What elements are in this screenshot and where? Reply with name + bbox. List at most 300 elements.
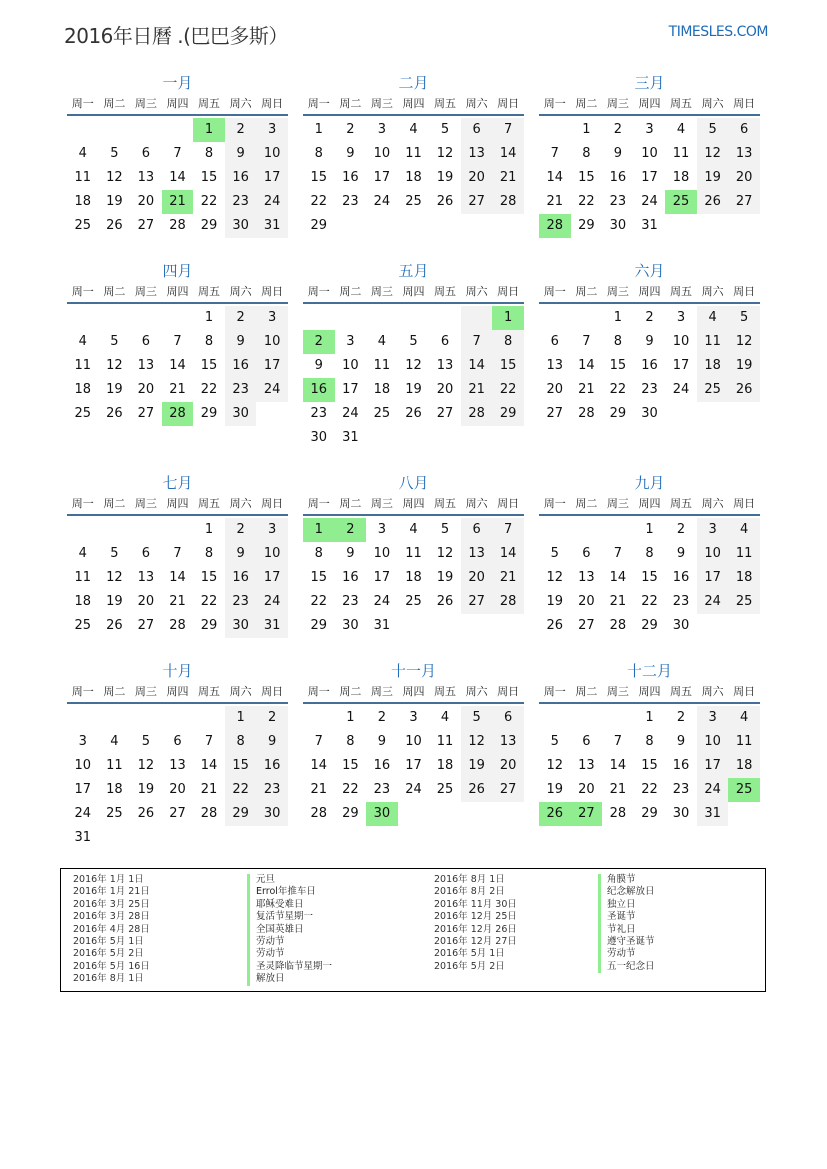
day-cell: 7 bbox=[173, 546, 182, 561]
day-cell: 21 bbox=[200, 782, 218, 797]
weekday-label: 周六 bbox=[229, 285, 252, 298]
holiday-dates-right bbox=[434, 874, 517, 973]
day-cell: 20 bbox=[461, 566, 493, 590]
day-cell: 21 bbox=[492, 166, 524, 190]
weekday-header bbox=[67, 682, 288, 704]
day-cell: 12 bbox=[461, 730, 493, 754]
day-cell: 4 bbox=[78, 146, 87, 161]
day-cell: 24 bbox=[405, 782, 422, 797]
weekday-label: 周日 bbox=[261, 497, 284, 510]
day-cell: 14 bbox=[492, 542, 524, 566]
day-cell: 4 bbox=[697, 306, 729, 330]
day-cell: 2 bbox=[676, 710, 686, 725]
day-cell: 15 bbox=[310, 570, 328, 585]
weekday-label: 周四 bbox=[166, 497, 189, 510]
day-cell: 29 bbox=[225, 802, 257, 826]
day-cell: 21 bbox=[169, 594, 186, 609]
day-cell: 31 bbox=[641, 218, 658, 233]
weekday-label: 周三 bbox=[370, 97, 393, 110]
weekday-label: 周四 bbox=[166, 685, 189, 698]
day-cell: 27 bbox=[137, 406, 155, 421]
day-cell: 10 bbox=[405, 734, 422, 749]
weekday-label: 周五 bbox=[198, 497, 221, 510]
day-cell: 18 bbox=[106, 782, 123, 797]
day-cell: 17 bbox=[74, 782, 92, 797]
day-cell: 26 bbox=[137, 806, 155, 821]
month-block bbox=[539, 660, 760, 840]
day-cell: 24 bbox=[256, 190, 288, 214]
holiday-name: 角膜节 bbox=[598, 874, 655, 886]
day-cell: 22 bbox=[310, 194, 328, 209]
weekday-label: 周五 bbox=[198, 97, 221, 110]
weekday-header bbox=[539, 282, 760, 304]
day-cell: 17 bbox=[672, 358, 690, 373]
holiday-name: 五一纪念日 bbox=[598, 961, 655, 973]
day-cell: 15 bbox=[641, 758, 658, 773]
day-cell: 1 bbox=[582, 122, 591, 137]
weekday-label: 周五 bbox=[434, 285, 457, 298]
empty-cell bbox=[539, 706, 571, 730]
empty-cell bbox=[193, 706, 225, 730]
day-cell: 9 bbox=[225, 330, 257, 354]
day-cell: 28 bbox=[461, 402, 493, 426]
day-cell: 6 bbox=[728, 118, 760, 142]
day-cell: 19 bbox=[436, 570, 454, 585]
day-cell: 14 bbox=[492, 142, 524, 166]
weekday-label: 周四 bbox=[402, 285, 425, 298]
day-cell: 2 bbox=[645, 310, 654, 325]
day-cell: 21 bbox=[546, 194, 564, 209]
day-cell: 2 bbox=[613, 122, 623, 137]
weekday-label: 周四 bbox=[638, 497, 661, 510]
day-cell: 13 bbox=[137, 358, 155, 373]
month-title: 十一月 bbox=[390, 662, 436, 680]
day-cell: 11 bbox=[728, 730, 760, 754]
day-cell: 26 bbox=[728, 378, 760, 402]
day-cell: 25 bbox=[697, 378, 729, 402]
day-cell: 22 bbox=[200, 594, 218, 609]
day-cell: 21 bbox=[461, 378, 493, 402]
month-block bbox=[539, 472, 760, 652]
empty-cell bbox=[303, 306, 335, 330]
empty-cell bbox=[539, 118, 571, 142]
holiday-name: 元旦 bbox=[247, 874, 332, 886]
day-cell: 5 bbox=[409, 334, 418, 349]
day-cell: 8 bbox=[346, 734, 355, 749]
day-cell: 21 bbox=[310, 782, 328, 797]
day-cell: 4 bbox=[409, 522, 418, 537]
day-cell: 27 bbox=[578, 618, 595, 633]
weekday-label: 周五 bbox=[670, 285, 693, 298]
day-cell: 18 bbox=[74, 382, 92, 397]
day-cell: 29 bbox=[609, 406, 627, 421]
month-title: 二月 bbox=[398, 74, 429, 92]
day-cell: 16 bbox=[373, 758, 391, 773]
day-cell: 15 bbox=[200, 170, 218, 185]
day-cell: 20 bbox=[137, 594, 155, 609]
holiday-date: 2016年 1月 21日 bbox=[73, 886, 150, 898]
weekday-label: 周四 bbox=[402, 685, 425, 698]
holiday-date: 2016年 5月 1日 bbox=[434, 948, 505, 960]
day-cell: 4 bbox=[409, 122, 418, 137]
day-cell: 19 bbox=[106, 194, 123, 209]
day-cell: 25 bbox=[405, 194, 422, 209]
day-cell: 26 bbox=[106, 406, 123, 421]
day-cell: 19 bbox=[405, 382, 422, 397]
day-cell: 2 bbox=[676, 522, 686, 537]
day-cell: 30 bbox=[225, 614, 257, 638]
day-cell: 25 bbox=[74, 618, 92, 633]
day-cell: 2 bbox=[346, 122, 355, 137]
day-cell: 7 bbox=[173, 146, 182, 161]
month-title: 八月 bbox=[398, 474, 429, 492]
day-cell: 23 bbox=[225, 190, 257, 214]
weekday-label: 周六 bbox=[229, 97, 252, 110]
weekday-label: 周二 bbox=[103, 497, 126, 510]
day-cell: 23 bbox=[672, 782, 690, 797]
weekday-label: 周二 bbox=[575, 97, 598, 110]
day-cell: 8 bbox=[645, 546, 654, 561]
day-cell: 5 bbox=[110, 334, 119, 349]
day-cell: 5 bbox=[550, 734, 559, 749]
day-cell: 30 bbox=[609, 218, 627, 233]
month-title: 一月 bbox=[162, 74, 193, 92]
day-cell: 16 bbox=[609, 170, 627, 185]
day-cell: 6 bbox=[582, 546, 591, 561]
holiday-day-cell: 21 bbox=[162, 190, 194, 214]
day-cell: 13 bbox=[169, 758, 186, 773]
day-cell: 13 bbox=[728, 142, 760, 166]
holiday-name: 解放日 bbox=[247, 973, 332, 985]
day-grid bbox=[539, 118, 760, 238]
day-cell: 29 bbox=[342, 806, 359, 821]
holiday-day-cell: 1 bbox=[193, 118, 225, 142]
day-cell: 12 bbox=[405, 358, 422, 373]
day-cell: 28 bbox=[578, 406, 595, 421]
day-cell: 26 bbox=[106, 618, 123, 633]
day-cell: 30 bbox=[225, 214, 257, 238]
day-cell: 16 bbox=[225, 166, 257, 190]
day-cell: 6 bbox=[550, 334, 559, 349]
day-cell: 6 bbox=[141, 334, 151, 349]
day-cell: 12 bbox=[546, 570, 564, 585]
day-cell: 28 bbox=[609, 618, 627, 633]
day-cell: 12 bbox=[106, 358, 123, 373]
day-grid bbox=[539, 306, 760, 426]
day-cell: 3 bbox=[377, 122, 387, 137]
day-cell: 12 bbox=[106, 570, 123, 585]
day-cell: 6 bbox=[492, 706, 524, 730]
day-cell: 9 bbox=[346, 546, 355, 561]
site-brand-link[interactable]: TIMESLES.COM bbox=[668, 24, 768, 40]
weekday-label: 周二 bbox=[339, 285, 362, 298]
day-cell: 10 bbox=[256, 142, 288, 166]
weekday-label: 周五 bbox=[434, 97, 457, 110]
day-cell: 23 bbox=[342, 194, 359, 209]
holiday-name: 耶稣受难日 bbox=[247, 899, 332, 911]
day-cell: 29 bbox=[641, 806, 658, 821]
day-cell: 21 bbox=[609, 594, 627, 609]
holiday-name: 圣诞节 bbox=[598, 911, 655, 923]
weekday-label: 周六 bbox=[701, 97, 724, 110]
day-cell: 3 bbox=[256, 118, 288, 142]
empty-cell bbox=[67, 306, 99, 330]
weekday-label: 周二 bbox=[575, 685, 598, 698]
day-cell: 18 bbox=[74, 594, 92, 609]
day-cell: 11 bbox=[74, 170, 92, 185]
weekday-label: 周二 bbox=[339, 497, 362, 510]
day-cell: 7 bbox=[204, 734, 214, 749]
day-cell: 17 bbox=[342, 382, 359, 397]
weekday-label: 周日 bbox=[497, 285, 520, 298]
day-cell: 25 bbox=[373, 406, 391, 421]
weekday-label: 周五 bbox=[670, 97, 693, 110]
day-cell: 15 bbox=[641, 570, 658, 585]
day-cell: 31 bbox=[697, 802, 729, 826]
weekday-label: 周三 bbox=[134, 285, 157, 298]
day-cell: 14 bbox=[169, 358, 186, 373]
day-cell: 9 bbox=[377, 734, 387, 749]
day-cell: 18 bbox=[74, 194, 92, 209]
day-cell: 20 bbox=[137, 382, 155, 397]
day-cell: 13 bbox=[137, 570, 155, 585]
day-cell: 21 bbox=[169, 382, 186, 397]
weekday-header bbox=[539, 94, 760, 116]
day-cell: 15 bbox=[609, 358, 627, 373]
day-cell: 18 bbox=[373, 382, 391, 397]
weekday-label: 周日 bbox=[261, 97, 284, 110]
day-cell: 21 bbox=[609, 782, 627, 797]
day-grid bbox=[539, 518, 760, 638]
day-cell: 29 bbox=[200, 218, 218, 233]
holiday-day-cell: 26 bbox=[539, 802, 571, 826]
weekday-label: 周六 bbox=[465, 97, 488, 110]
holiday-day-cell: 1 bbox=[492, 306, 524, 330]
empty-cell bbox=[571, 518, 603, 542]
weekday-header bbox=[539, 682, 760, 704]
day-cell: 22 bbox=[641, 594, 658, 609]
day-cell: 17 bbox=[373, 170, 391, 185]
day-cell: 27 bbox=[728, 190, 760, 214]
day-cell: 24 bbox=[373, 194, 391, 209]
day-cell: 1 bbox=[314, 122, 323, 137]
weekday-label: 周一 bbox=[307, 97, 330, 110]
weekday-label: 周五 bbox=[198, 285, 221, 298]
day-cell: 14 bbox=[310, 758, 328, 773]
day-cell: 17 bbox=[256, 166, 288, 190]
holiday-date: 2016年 5月 2日 bbox=[73, 948, 144, 960]
empty-cell bbox=[130, 706, 162, 730]
day-cell: 16 bbox=[641, 358, 658, 373]
empty-cell bbox=[162, 118, 194, 142]
month-title: 九月 bbox=[634, 474, 665, 492]
day-cell: 11 bbox=[405, 146, 422, 161]
day-cell: 28 bbox=[169, 218, 186, 233]
holiday-name: 节礼日 bbox=[598, 924, 655, 936]
day-cell: 25 bbox=[405, 594, 422, 609]
day-grid bbox=[303, 306, 524, 450]
weekday-label: 周六 bbox=[701, 285, 724, 298]
day-cell: 6 bbox=[461, 518, 493, 542]
holiday-date: 2016年 4月 28日 bbox=[73, 923, 150, 935]
day-cell: 23 bbox=[609, 194, 627, 209]
weekday-label: 周四 bbox=[166, 97, 189, 110]
day-cell: 7 bbox=[492, 518, 524, 542]
day-cell: 18 bbox=[728, 566, 760, 590]
day-cell: 17 bbox=[256, 354, 288, 378]
day-cell: 29 bbox=[641, 618, 658, 633]
day-cell: 18 bbox=[436, 758, 454, 773]
day-cell: 26 bbox=[697, 190, 729, 214]
day-cell: 23 bbox=[641, 382, 658, 397]
holiday-date: 2016年 8月 1日 bbox=[73, 973, 144, 985]
day-cell: 10 bbox=[256, 330, 288, 354]
holiday-date: 2016年 11月 30日 bbox=[434, 898, 517, 910]
empty-cell bbox=[99, 518, 131, 542]
day-cell: 19 bbox=[137, 782, 155, 797]
empty-cell bbox=[67, 118, 99, 142]
weekday-label: 周一 bbox=[71, 285, 94, 298]
day-cell: 3 bbox=[377, 522, 387, 537]
day-cell: 8 bbox=[582, 146, 591, 161]
day-cell: 12 bbox=[728, 330, 760, 354]
month-title: 十月 bbox=[162, 662, 193, 680]
day-cell: 16 bbox=[342, 170, 359, 185]
holiday-date: 2016年 5月 2日 bbox=[434, 960, 505, 972]
day-cell: 13 bbox=[461, 542, 493, 566]
weekday-label: 周四 bbox=[638, 97, 661, 110]
day-cell: 5 bbox=[440, 122, 450, 137]
day-cell: 5 bbox=[110, 146, 119, 161]
day-cell: 22 bbox=[578, 194, 595, 209]
weekday-label: 周日 bbox=[497, 497, 520, 510]
empty-cell bbox=[602, 518, 634, 542]
day-cell: 8 bbox=[225, 730, 257, 754]
empty-cell bbox=[602, 706, 634, 730]
weekday-label: 周二 bbox=[103, 685, 126, 698]
day-cell: 14 bbox=[609, 758, 627, 773]
day-cell: 9 bbox=[225, 142, 257, 166]
day-cell: 25 bbox=[74, 218, 92, 233]
holiday-names-left bbox=[247, 874, 332, 986]
empty-cell bbox=[130, 518, 162, 542]
empty-cell bbox=[398, 306, 430, 330]
day-cell: 23 bbox=[310, 406, 328, 421]
day-cell: 16 bbox=[225, 566, 257, 590]
holiday-name: 纪念解放日 bbox=[598, 886, 655, 898]
day-cell: 12 bbox=[436, 146, 454, 161]
weekday-label: 周五 bbox=[670, 497, 693, 510]
day-cell: 27 bbox=[461, 590, 493, 614]
day-cell: 30 bbox=[256, 802, 288, 826]
weekday-label: 周一 bbox=[543, 97, 566, 110]
holiday-name: 劳动节 bbox=[598, 948, 655, 960]
day-cell: 11 bbox=[106, 758, 123, 773]
empty-cell bbox=[130, 118, 162, 142]
day-cell: 5 bbox=[697, 118, 729, 142]
page-title: 2016年日曆 .(巴巴多斯） bbox=[64, 24, 288, 48]
day-cell: 23 bbox=[373, 782, 391, 797]
day-cell: 30 bbox=[310, 430, 328, 445]
day-cell: 2 bbox=[225, 518, 257, 542]
holiday-day-cell: 2 bbox=[303, 330, 335, 354]
weekday-label: 周五 bbox=[434, 685, 457, 698]
day-cell: 20 bbox=[436, 382, 454, 397]
month-block bbox=[303, 72, 524, 252]
holiday-dates-left bbox=[73, 874, 150, 986]
weekday-label: 周五 bbox=[670, 685, 693, 698]
day-cell: 11 bbox=[405, 546, 422, 561]
day-cell: 8 bbox=[645, 734, 654, 749]
empty-cell bbox=[539, 306, 571, 330]
day-cell: 23 bbox=[256, 778, 288, 802]
empty-cell bbox=[303, 706, 335, 730]
day-cell: 1 bbox=[613, 310, 623, 325]
weekday-header bbox=[67, 282, 288, 304]
day-cell: 3 bbox=[256, 518, 288, 542]
day-cell: 8 bbox=[613, 334, 623, 349]
day-cell: 12 bbox=[546, 758, 564, 773]
weekday-label: 周四 bbox=[402, 497, 425, 510]
weekday-label: 周日 bbox=[497, 97, 520, 110]
day-cell: 28 bbox=[169, 618, 186, 633]
day-cell: 15 bbox=[310, 170, 328, 185]
weekday-label: 周四 bbox=[166, 285, 189, 298]
day-cell: 14 bbox=[169, 170, 186, 185]
weekday-header bbox=[539, 494, 760, 516]
empty-cell bbox=[67, 706, 99, 730]
weekday-label: 周一 bbox=[71, 685, 94, 698]
day-cell: 7 bbox=[173, 334, 182, 349]
weekday-label: 周二 bbox=[575, 497, 598, 510]
day-cell: 23 bbox=[342, 594, 359, 609]
weekday-label: 周六 bbox=[701, 685, 724, 698]
day-cell: 20 bbox=[492, 754, 524, 778]
holiday-day-cell: 28 bbox=[539, 214, 571, 238]
day-cell: 1 bbox=[645, 522, 654, 537]
day-cell: 30 bbox=[225, 402, 257, 426]
day-cell: 6 bbox=[440, 334, 450, 349]
weekday-label: 周四 bbox=[638, 685, 661, 698]
day-grid bbox=[67, 118, 288, 238]
month-block bbox=[67, 660, 288, 845]
day-cell: 11 bbox=[436, 734, 454, 749]
weekday-label: 周日 bbox=[733, 685, 756, 698]
day-cell: 22 bbox=[200, 194, 218, 209]
empty-cell bbox=[571, 706, 603, 730]
day-cell: 1 bbox=[225, 706, 257, 730]
empty-cell bbox=[429, 306, 461, 330]
weekday-label: 周三 bbox=[134, 685, 157, 698]
day-cell: 16 bbox=[225, 354, 257, 378]
weekday-label: 周四 bbox=[638, 285, 661, 298]
weekday-label: 周三 bbox=[606, 97, 629, 110]
day-cell: 4 bbox=[78, 546, 87, 561]
day-cell: 13 bbox=[461, 142, 493, 166]
day-cell: 18 bbox=[728, 754, 760, 778]
day-cell: 20 bbox=[169, 782, 186, 797]
day-cell: 26 bbox=[436, 194, 454, 209]
holiday-name: 独立日 bbox=[598, 899, 655, 911]
day-cell: 2 bbox=[225, 306, 257, 330]
day-cell: 1 bbox=[204, 522, 214, 537]
day-cell: 7 bbox=[461, 330, 493, 354]
day-cell: 2 bbox=[225, 118, 257, 142]
day-cell: 6 bbox=[582, 734, 591, 749]
holiday-date: 2016年 5月 1日 bbox=[73, 935, 144, 947]
empty-cell bbox=[571, 306, 603, 330]
month-block bbox=[303, 660, 524, 840]
